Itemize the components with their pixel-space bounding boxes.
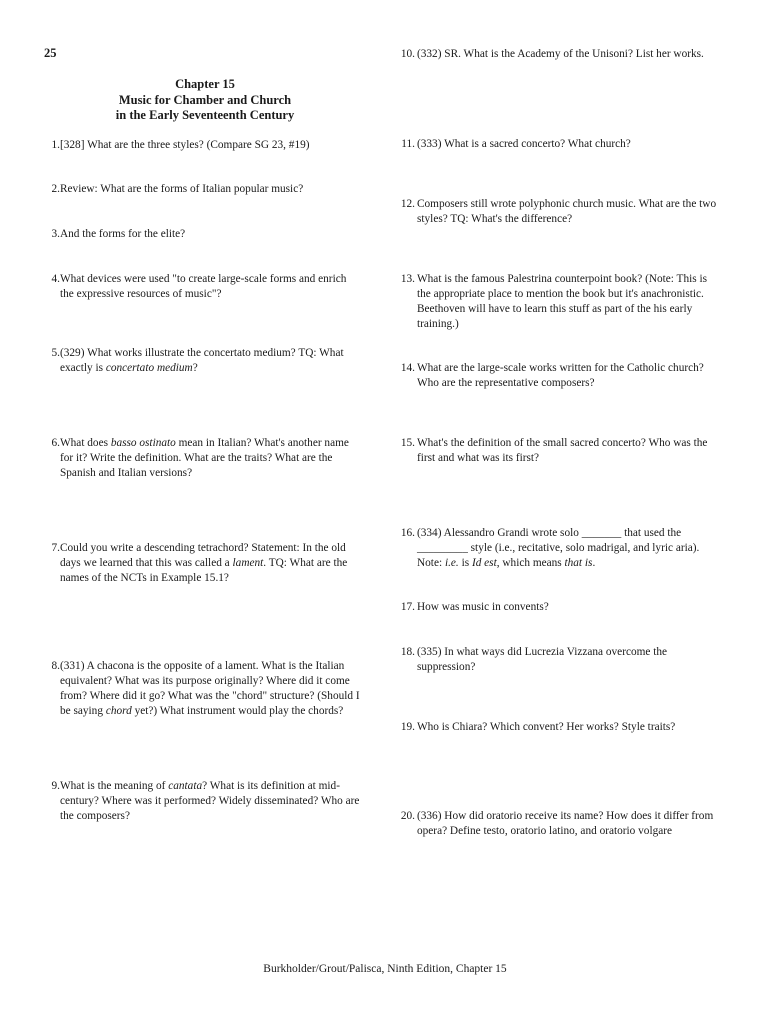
- question-text: Who is Chiara? Which convent? Her works? Style traits?: [417, 721, 676, 733]
- question-text: What's the definition of the small sacred concerto? Who was the first and what was its first?: [417, 437, 708, 464]
- question-number: 6.: [51, 437, 60, 449]
- question-text: (332) SR. What is the Academy of the Unisoni? List her works.: [417, 48, 704, 60]
- question-number: 15.: [400, 437, 415, 449]
- question-number: 12.: [400, 198, 415, 210]
- question-text: (331) A chacona is the opposite of a lament. What is the Italian equivalent? What was its purpose originally? Where did it come from? Where did it go? What was the "chord" structure? (Should I be saying chord yet?) What instrument would play the chords?: [60, 660, 360, 717]
- question-text: Composers still wrote polyphonic church music. What are the two styles? TQ: What's the difference?: [417, 198, 717, 225]
- question-number: 13.: [400, 273, 415, 285]
- question-number: 1.: [51, 139, 60, 151]
- question-text: And the forms for the elite?: [60, 228, 186, 240]
- question-text: (334) Alessandro Grandi wrote solo _______ that used the _________ style (i.e., recitative, solo madrigal, and lyric aria). Note: i.e. is Id est, which means that is.: [417, 527, 700, 569]
- page-footer: Burkholder/Grout/Palisca, Ninth Edition, Chapter 15: [263, 963, 507, 975]
- question-number: 7.: [51, 542, 60, 554]
- chapter-title-line-2: Music for Chamber and Church: [118, 92, 292, 107]
- question-number: 18.: [400, 646, 415, 658]
- question-number: 4.: [51, 273, 60, 285]
- question-number: 8.: [51, 660, 60, 672]
- question-number: 2.: [51, 183, 60, 195]
- question-text: What is the famous Palestrina counterpoint book? (Note: This is the appropriate place to mention the book but it's anachronistic. Beethoven will have to learn this stuff as part of the his early training.): [417, 273, 708, 330]
- question-text: What devices were used "to create large-scale forms and enrich the expressive resources of music"?: [60, 273, 347, 300]
- question-number: 3.: [51, 228, 60, 240]
- question-text: How was music in convents?: [417, 601, 549, 613]
- chapter-title-line-1: Chapter 15: [175, 77, 235, 91]
- question-text: What does basso ostinato mean in Italian? What's another name for it? Write the definition. What are the traits? What are the Spanish and Italian versions?: [60, 437, 349, 479]
- chapter-title: [70, 77, 340, 124]
- question-text: What is the meaning of cantata? What is its definition at mid-century? Where was it performed? Widely disseminated? Who are the composers?: [60, 780, 360, 822]
- question-number: 14.: [400, 362, 415, 374]
- question-text: (333) What is a sacred concerto? What church?: [417, 138, 631, 150]
- question-number: 17.: [400, 601, 415, 613]
- question-number: 20.: [400, 810, 415, 822]
- question-number: 19.: [400, 721, 415, 733]
- question-number: 10.: [400, 48, 415, 60]
- question-text: Review: What are the forms of Italian popular music?: [60, 183, 304, 195]
- question-number: 9.: [51, 780, 60, 792]
- question-number: 16.: [400, 527, 415, 539]
- question-text: (329) What works illustrate the concertato medium? TQ: What exactly is concertato medium?: [60, 347, 344, 374]
- question-text: [328] What are the three styles? (Compare SG 23, #19): [60, 139, 310, 151]
- question-text: Could you write a descending tetrachord? Statement: In the old days we learned that this was called a lament. TQ: What are the names of the NCTs in Example 15.1?: [60, 542, 348, 584]
- page-number: 25: [44, 46, 57, 60]
- question-number: 11.: [401, 138, 415, 150]
- question-text: (336) How did oratorio receive its name? How does it differ from opera? Define testo, oratorio latino, and oratorio volgare: [417, 810, 714, 837]
- question-text: (335) In what ways did Lucrezia Vizzana overcome the suppression?: [417, 646, 668, 673]
- chapter-title-line-3: in the Early Seventeenth Century: [115, 108, 295, 122]
- question-number: 5.: [51, 347, 60, 359]
- question-text: What are the large-scale works written for the Catholic church? Who are the representative composers?: [417, 362, 704, 389]
